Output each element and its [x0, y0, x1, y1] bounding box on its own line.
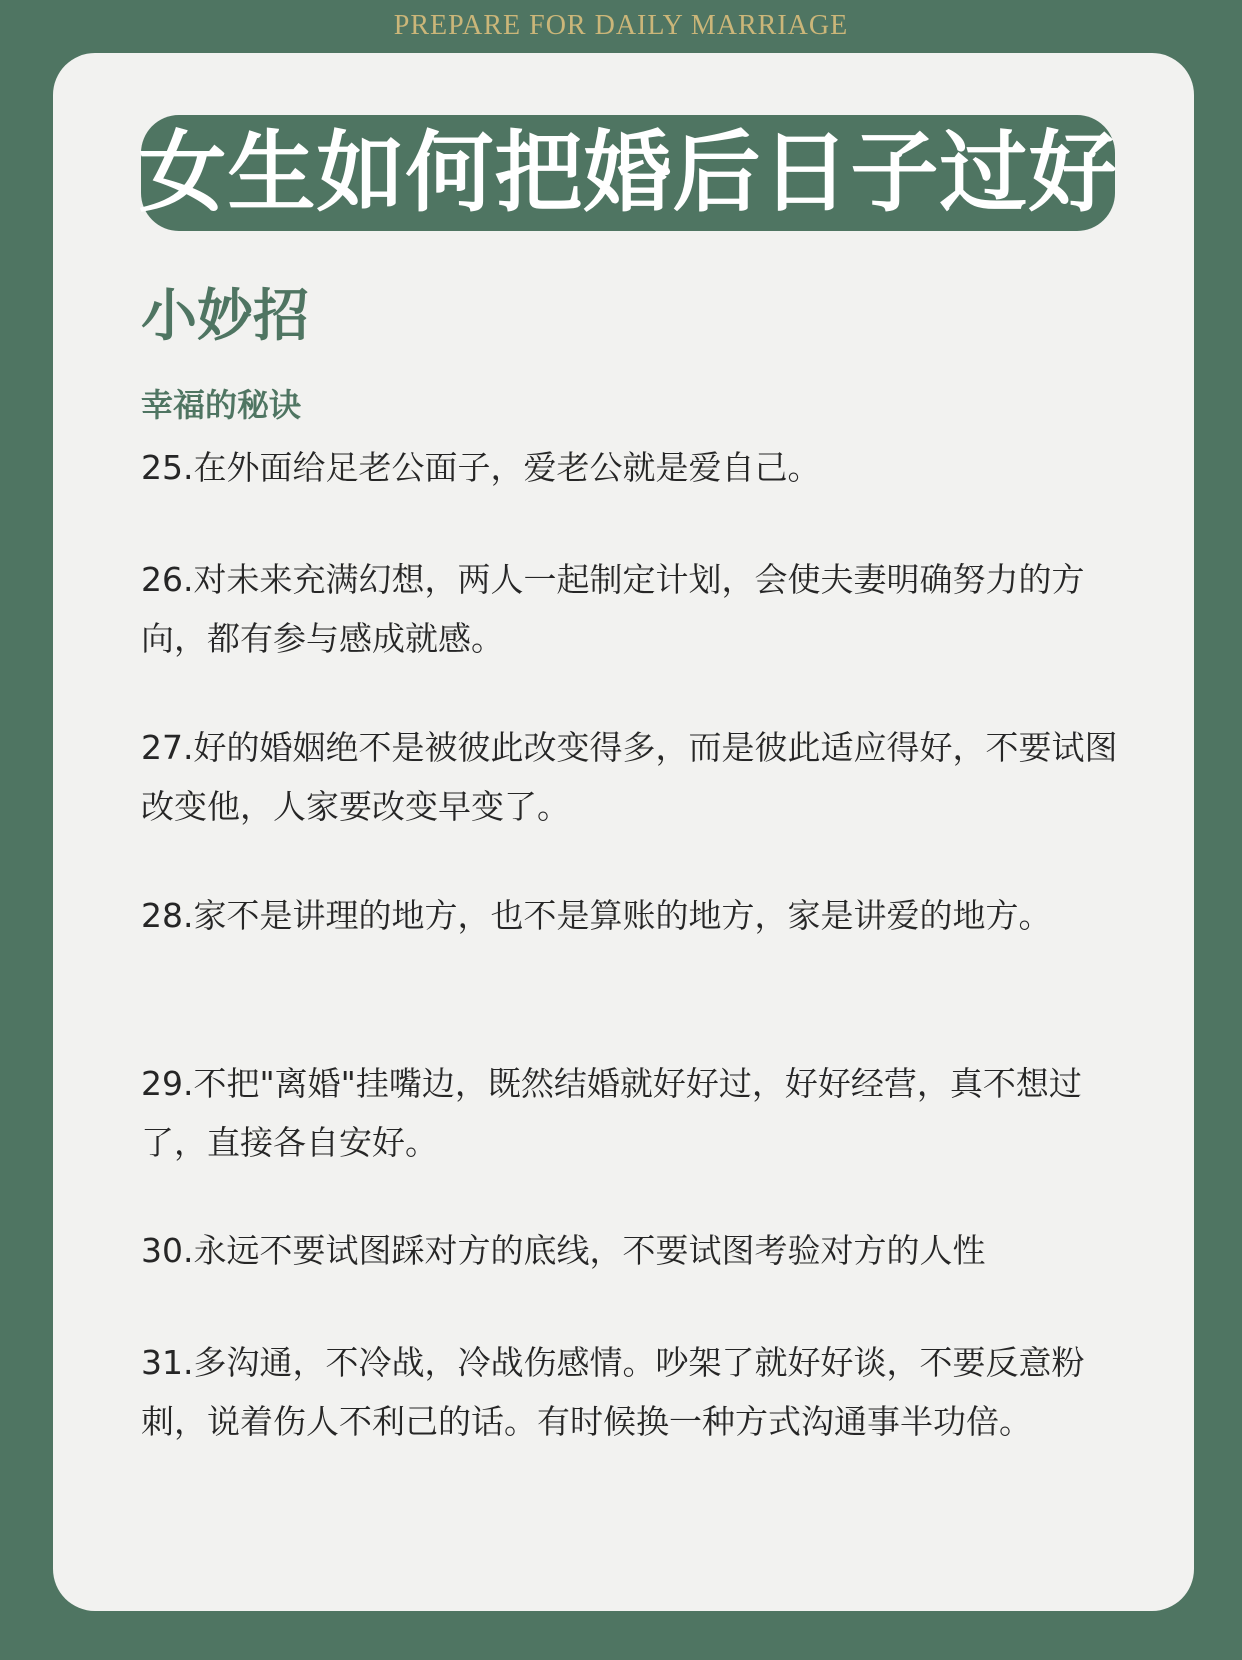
header-banner: PREPARE FOR DAILY MARRIAGE	[393, 10, 849, 41]
tip-item: 31.多沟通，不冷战，冷战伤感情。吵架了就好好谈，不要反意粉刺，说着伤人不利己的话。有时候换一种方式沟通事半功倍。	[141, 1343, 1085, 1441]
tip-item: 27.好的婚姻绝不是被彼此改变得多，而是彼此适应得好，不要试图改变他，人家要改变早变了。	[141, 728, 1118, 826]
content-card	[53, 53, 1194, 1611]
page-title: 女生如何把婚后日子过好	[138, 121, 1118, 224]
section-label: 幸福的秘诀	[141, 386, 302, 424]
tip-item: 26.对未来充满幻想，两人一起制定计划，会使夫妻明确努力的方向，都有参与感成就感。	[141, 560, 1085, 658]
title-banner	[138, 115, 1118, 231]
tip-item: 30.永远不要试图踩对方的底线，不要试图考验对方的人性	[141, 1231, 986, 1270]
subtitle: 小妙招	[141, 284, 309, 349]
tip-item: 29.不把"离婚"挂嘴边，既然结婚就好好过，好好经营，真不想过了，直接各自安好。	[141, 1064, 1082, 1162]
tip-item: 25.在外面给足老公面子，爱老公就是爱自己。	[141, 448, 821, 487]
tip-item: 28.家不是讲理的地方，也不是算账的地方，家是讲爱的地方。	[141, 896, 1052, 935]
